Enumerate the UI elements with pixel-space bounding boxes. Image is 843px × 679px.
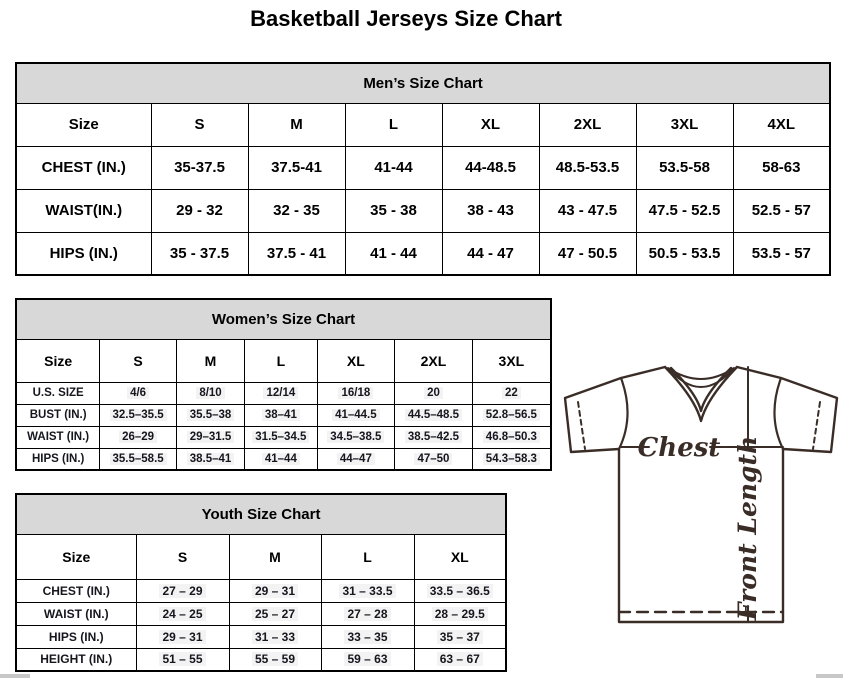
size-cell: 4/6: [100, 382, 177, 404]
size-cell: 28 – 29.5: [414, 602, 506, 625]
womens-column-header: S: [100, 339, 177, 382]
size-cell: 16/18: [317, 382, 395, 404]
size-cell: 35.5–58.5: [100, 448, 177, 470]
youth-chart-title: Youth Size Chart: [16, 494, 506, 534]
size-cell: 58-63: [733, 146, 830, 189]
youth-column-header: XL: [414, 534, 506, 579]
size-cell: 41-44: [345, 146, 442, 189]
size-cell: 59 – 63: [321, 648, 414, 671]
womens-waist-row: [16, 426, 551, 448]
size-cell: 35.5–38: [176, 404, 244, 426]
size-cell: 20: [395, 382, 473, 404]
size-cell: 29 – 31: [229, 579, 321, 602]
mens-chest-row: [16, 146, 830, 189]
size-cell: 41–44.5: [317, 404, 395, 426]
size-cell: 29 – 31: [136, 625, 229, 648]
size-cell: 38.5–41: [176, 448, 244, 470]
youth-column-header: Size: [16, 534, 136, 579]
size-cell: 38 - 43: [442, 189, 539, 232]
size-cell: 53.5-58: [636, 146, 733, 189]
size-cell: 35 – 37: [414, 625, 506, 648]
mens-column-header: Size: [16, 103, 151, 146]
size-cell: 33.5 – 36.5: [414, 579, 506, 602]
size-cell: 44.5–48.5: [395, 404, 473, 426]
size-cell: 47–50: [395, 448, 473, 470]
front-length-label: Front Length: [733, 435, 762, 621]
mens-size-chart-table: [15, 62, 831, 276]
size-cell: 44-48.5: [442, 146, 539, 189]
size-cell: 41–44: [245, 448, 317, 470]
size-cell: 37.5 - 41: [248, 232, 345, 275]
size-cell: 52.5 - 57: [733, 189, 830, 232]
row-label: WAIST(IN.): [16, 189, 151, 232]
size-cell: 34.5–38.5: [317, 426, 395, 448]
womens-column-header: XL: [317, 339, 395, 382]
row-label: CHEST (IN.): [16, 146, 151, 189]
size-cell: 29 - 32: [151, 189, 248, 232]
size-cell: 33 – 35: [321, 625, 414, 648]
youth-column-header: L: [321, 534, 414, 579]
mens-column-header: 2XL: [539, 103, 636, 146]
womens-column-header: 2XL: [395, 339, 473, 382]
jersey-outline: [565, 367, 837, 622]
row-label: HIPS (IN.): [16, 625, 136, 648]
size-cell: 53.5 - 57: [733, 232, 830, 275]
size-cell: 47 - 50.5: [539, 232, 636, 275]
mens-hips-row: [16, 232, 830, 275]
youth-column-header: M: [229, 534, 321, 579]
size-cell: 8/10: [176, 382, 244, 404]
womens-chart-title: Women’s Size Chart: [16, 299, 551, 339]
horizontal-scrollbar-fragment-left[interactable]: [0, 674, 30, 678]
left-sleeve-seam: [619, 378, 628, 449]
size-cell: 63 – 67: [414, 648, 506, 671]
size-cell: 22: [472, 382, 551, 404]
row-label: HIPS (IN.): [16, 232, 151, 275]
size-cell: 12/14: [245, 382, 317, 404]
size-cell: 41 - 44: [345, 232, 442, 275]
size-cell: 38–41: [245, 404, 317, 426]
horizontal-scrollbar-fragment-right[interactable]: [816, 674, 843, 678]
mens-column-header: M: [248, 103, 345, 146]
size-cell: 44–47: [317, 448, 395, 470]
mens-column-header: 4XL: [733, 103, 830, 146]
mens-column-header: XL: [442, 103, 539, 146]
womens-column-header: L: [245, 339, 317, 382]
size-cell: 44 - 47: [442, 232, 539, 275]
womens-us-size-row: [16, 382, 551, 404]
size-cell: 26–29: [100, 426, 177, 448]
womens-column-header: M: [176, 339, 244, 382]
size-cell: 55 – 59: [229, 648, 321, 671]
womens-column-header: 3XL: [472, 339, 551, 382]
youth-waist-row: [16, 602, 506, 625]
size-cell: 27 – 29: [136, 579, 229, 602]
womens-size-chart-table: [15, 298, 552, 471]
womens-bust-row: [16, 404, 551, 426]
size-cell: 54.3–58.3: [472, 448, 551, 470]
mens-column-header: L: [345, 103, 442, 146]
size-cell: 31 – 33: [229, 625, 321, 648]
mens-chart-title: Men’s Size Chart: [16, 63, 830, 103]
youth-column-header: S: [136, 534, 229, 579]
size-cell: 47.5 - 52.5: [636, 189, 733, 232]
size-cell: 35-37.5: [151, 146, 248, 189]
size-cell: 50.5 - 53.5: [636, 232, 733, 275]
youth-hips-row: [16, 625, 506, 648]
left-cuff-dashed-line: [578, 402, 585, 449]
size-cell: 51 – 55: [136, 648, 229, 671]
right-cuff-dashed-line: [813, 402, 820, 449]
size-cell: 29–31.5: [176, 426, 244, 448]
row-label: HEIGHT (IN.): [16, 648, 136, 671]
page-title: Basketball Jerseys Size Chart: [250, 6, 562, 31]
size-cell: 35 - 38: [345, 189, 442, 232]
size-cell: 32 - 35: [248, 189, 345, 232]
row-label: WAIST (IN.): [16, 602, 136, 625]
size-cell: 32.5–35.5: [100, 404, 177, 426]
mens-waist-row: [16, 189, 830, 232]
size-cell: 31 – 33.5: [321, 579, 414, 602]
size-cell: 35 - 37.5: [151, 232, 248, 275]
youth-height-row: [16, 648, 506, 671]
size-cell: 31.5–34.5: [245, 426, 317, 448]
row-label: BUST (IN.): [16, 404, 100, 426]
womens-hips-row: [16, 448, 551, 470]
size-cell: 43 - 47.5: [539, 189, 636, 232]
size-cell: 27 – 28: [321, 602, 414, 625]
jersey-measurement-diagram: [558, 358, 840, 648]
womens-column-header: Size: [16, 339, 100, 382]
size-cell: 48.5-53.5: [539, 146, 636, 189]
row-label: HIPS (IN.): [16, 448, 100, 470]
youth-chest-row: [16, 579, 506, 602]
row-label: WAIST (IN.): [16, 426, 100, 448]
mens-column-header: S: [151, 103, 248, 146]
row-label: CHEST (IN.): [16, 579, 136, 602]
size-cell: 38.5–42.5: [395, 426, 473, 448]
row-label: U.S. SIZE: [16, 382, 100, 404]
size-cell: 52.8–56.5: [472, 404, 551, 426]
size-cell: 25 – 27: [229, 602, 321, 625]
right-sleeve-seam: [774, 378, 783, 449]
chest-measure-label: Chest: [637, 433, 721, 463]
mens-column-header: 3XL: [636, 103, 733, 146]
youth-size-chart-table: [15, 493, 507, 672]
size-cell: 24 – 25: [136, 602, 229, 625]
size-cell: 37.5-41: [248, 146, 345, 189]
size-cell: 46.8–50.3: [472, 426, 551, 448]
